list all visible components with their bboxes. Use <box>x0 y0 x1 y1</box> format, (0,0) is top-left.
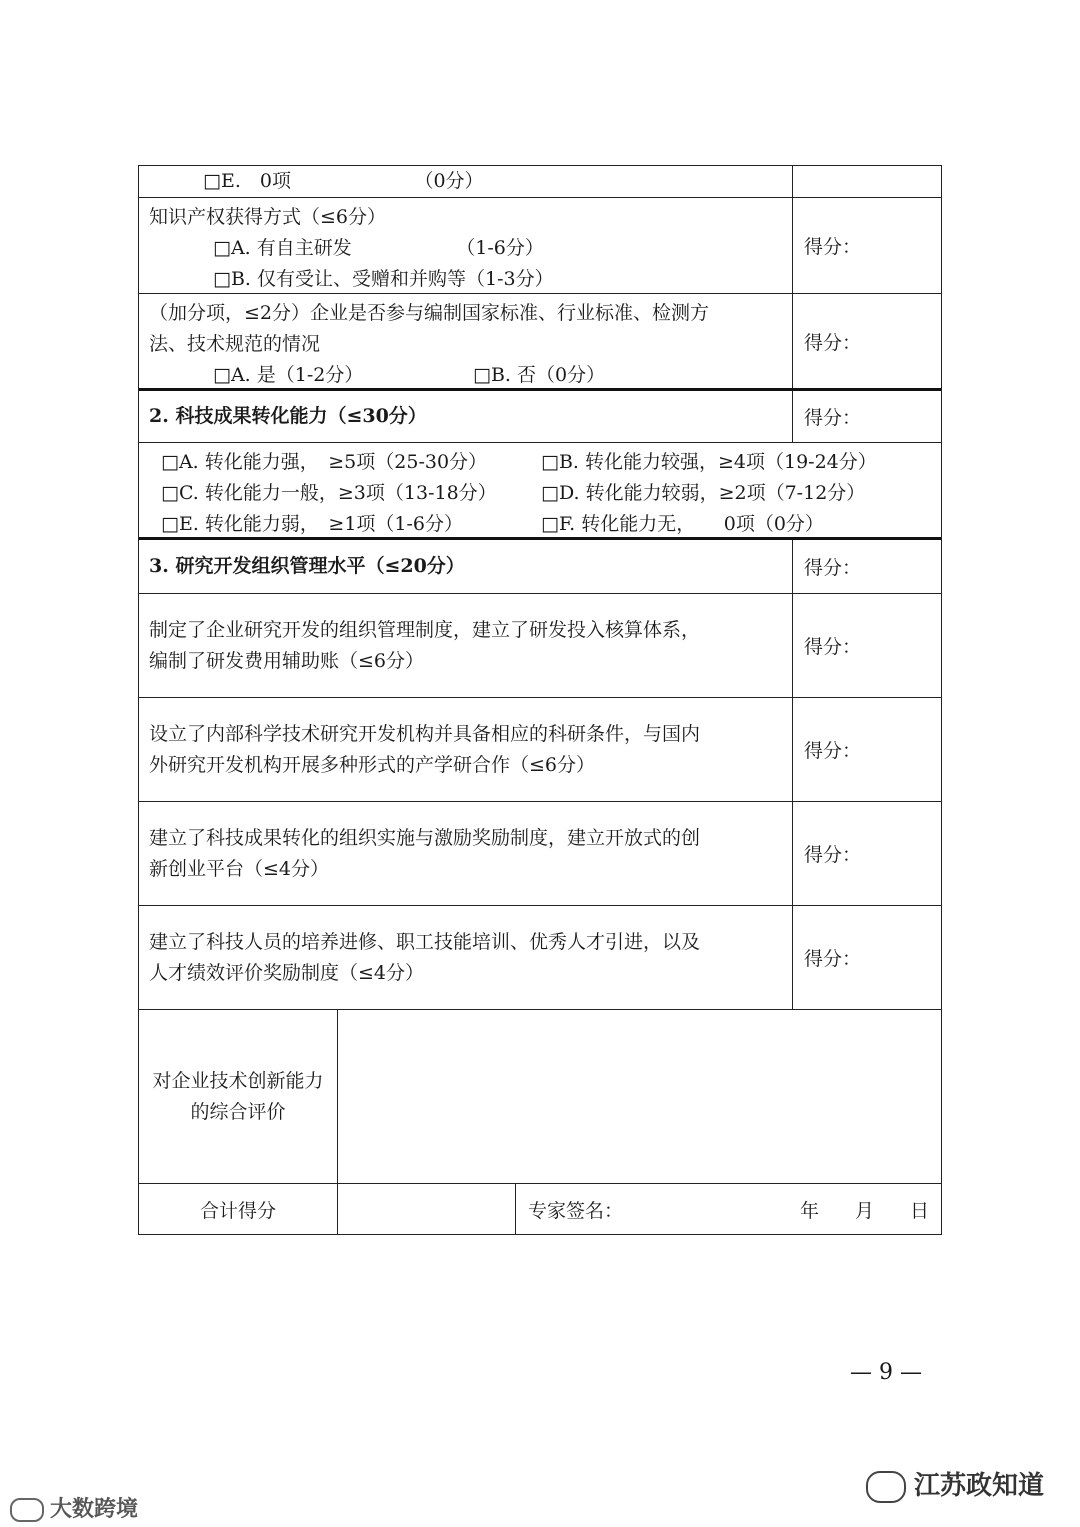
score-cell <box>792 594 941 697</box>
sec3-item-2-line2: 外研究开发机构开展多种形式的产学研合作（≤6分） <box>149 753 596 776</box>
date-month: 月 <box>854 1199 874 1222</box>
watermark-left-icon <box>10 1498 44 1522</box>
sec2-option-b: □B. 转化能力较强，≥4项（19-24分） <box>541 451 877 473</box>
sec2-option-f: □F. 转化能力无， 0项（0分） <box>541 513 824 535</box>
watermark-left <box>10 1492 138 1523</box>
table-row <box>139 1010 941 1184</box>
table-row <box>139 391 941 443</box>
sec3-item-1 <box>139 594 792 697</box>
sec3-item-4-line1: 建立了科技人员的培养进修、职工技能培训、优秀人才引进，以及 <box>149 930 701 953</box>
table-row <box>139 906 941 1010</box>
sec2-option-d: □D. 转化能力较弱，≥2项（7-12分） <box>541 482 866 504</box>
score-label: 得分： <box>804 236 862 258</box>
ip-method-cell <box>139 198 792 293</box>
table-row <box>139 802 941 906</box>
page-number: — 9 — <box>850 1360 922 1385</box>
table-row <box>139 698 941 802</box>
bonus-option-a: □A. 是（1-2分） <box>213 364 364 386</box>
score-cell <box>792 198 941 293</box>
sec2-option-a: □A. 转化能力强， ≥5项（25-30分） <box>161 451 488 473</box>
sec3-item-4 <box>139 906 792 1009</box>
watermark-left-text: 大数跨境 <box>50 1497 139 1522</box>
bonus-text-line1: （加分项，≤2分）企业是否参与编制国家标准、行业标准、检测方 <box>149 302 710 324</box>
score-cell <box>792 391 941 442</box>
option-e: □E. 0项 （0分） <box>203 170 484 192</box>
bonus-text-line2: 法、技术规范的情况 <box>149 333 321 355</box>
total-score-field[interactable] <box>338 1184 516 1234</box>
sec3-item-2-line1: 设立了内部科学技术研究开发机构并具备相应的科研条件，与国内 <box>149 722 701 745</box>
score-cell <box>792 294 941 388</box>
ip-option-b: □B. 仅有受让、受赠和并购等（1-3分） <box>213 268 554 290</box>
sec3-item-3-line1: 建立了科技成果转化的组织实施与激励奖励制度，建立开放式的创 <box>149 826 701 849</box>
sec3-item-2 <box>139 698 792 801</box>
bonus-options <box>149 360 782 391</box>
sec3-item-1-line1: 制定了企业研究开发的组织管理制度，建立了研发投入核算体系， <box>149 618 701 641</box>
score-cell <box>792 906 941 1009</box>
section-2-options <box>139 443 941 537</box>
section-2-title: 2. 科技成果转化能力（≤30分） <box>149 405 427 427</box>
ip-method-title: 知识产权获得方式（≤6分） <box>149 206 387 228</box>
table-row <box>139 443 941 540</box>
score-cell <box>792 698 941 801</box>
signature-label: 专家签名： <box>528 1199 624 1222</box>
date-year: 年 <box>799 1199 819 1222</box>
evaluation-table <box>138 165 942 1235</box>
score-label: 得分： <box>804 331 862 354</box>
score-label: 得分： <box>804 844 862 866</box>
date-fields <box>800 1196 929 1223</box>
bonus-option-b: □B. 否（0分） <box>473 364 606 386</box>
table-row <box>139 594 941 698</box>
sec3-item-4-line2: 人才绩效评价奖励制度（≤4分） <box>149 961 425 984</box>
sec3-item-3-line2: 新创业平台（≤4分） <box>149 857 330 880</box>
comprehensive-evaluation-label: 对企业技术创新能力的综合评价 <box>139 1010 338 1183</box>
score-label: 得分： <box>804 636 862 658</box>
table-row <box>139 1184 941 1234</box>
signature-cell <box>516 1184 941 1234</box>
score-label: 得分： <box>804 557 862 579</box>
table-row <box>139 294 941 391</box>
sec3-item-1-line2: 编制了研发费用辅助账（≤6分） <box>149 649 425 672</box>
table-row <box>139 540 941 594</box>
table-row <box>139 198 941 294</box>
score-cell <box>792 166 941 197</box>
sec3-item-3 <box>139 802 792 905</box>
score-label: 得分： <box>804 740 862 762</box>
sec2-option-e: □E. 转化能力弱， ≥1项（1-6分） <box>161 513 464 535</box>
date-day: 日 <box>909 1199 929 1222</box>
watermark-right <box>866 1465 1044 1503</box>
sec2-option-c: □C. 转化能力一般，≥3项（13-18分） <box>161 482 497 504</box>
score-cell <box>792 540 941 593</box>
section-3-title: 3. 研究开发组织管理水平（≤20分） <box>149 555 465 577</box>
total-score-label: 合计得分 <box>139 1184 338 1234</box>
watermark-right-text: 江苏政知道 <box>914 1471 1045 1501</box>
score-label: 得分： <box>804 948 862 970</box>
score-cell <box>792 802 941 905</box>
ip-option-a: □A. 有自主研发 （1-6分） <box>213 237 544 259</box>
wechat-icon <box>866 1471 906 1503</box>
comprehensive-evaluation-field[interactable] <box>338 1010 941 1183</box>
score-label: 得分： <box>804 407 862 429</box>
bonus-cell <box>139 294 792 388</box>
table-row <box>139 166 941 198</box>
